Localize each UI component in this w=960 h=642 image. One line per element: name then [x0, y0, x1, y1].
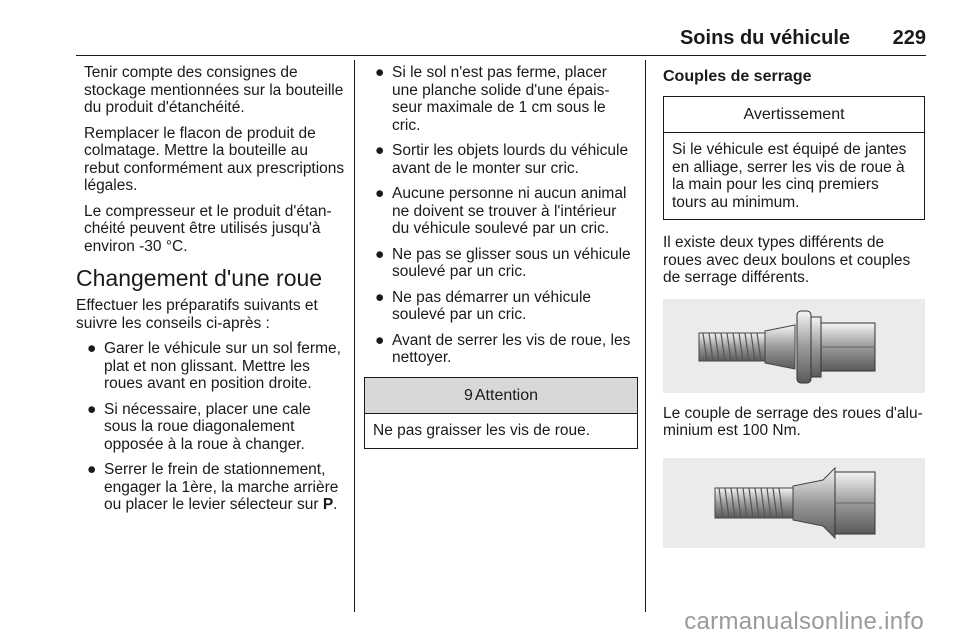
wheel-bolt-image-2 — [663, 458, 925, 548]
watermark: carmanualsonline.info — [684, 608, 924, 635]
bullet-icon: ● — [87, 340, 97, 357]
warning-text: Si le véhicule est équipé de jantes en alliage, serrer les vis de roue à la main pour les cinq premiers tours au minimum. — [672, 141, 907, 211]
list-item: ● Avant de serrer les vis de roue, les nettoyer. — [375, 331, 631, 366]
column-1 — [76, 64, 346, 522]
paragraph: Le compresseur et le produit d'étanchéité peuvent être utilisés jusqu'à environ -30 °C. — [84, 202, 332, 255]
section-heading: Changement d'une roue — [76, 265, 323, 291]
wheel-bolt-icon — [663, 458, 925, 548]
preparation-list — [84, 340, 346, 514]
paragraph: Tenir compte des consignes de stockage mentionnées sur la bouteille du produit d'étanchéité. — [84, 64, 344, 116]
paragraph: Le couple de serrage des roues d'aluminium est 100 Nm. — [663, 404, 923, 439]
warning-box — [663, 96, 925, 221]
bullet-icon: ● — [375, 245, 385, 263]
paragraph: Effectuer les préparatifs suivants et suivre les conseils ci-après : — [76, 297, 318, 332]
column-3 — [663, 64, 925, 560]
paragraph: Remplacer le flacon de produit de colmatage. Mettre la bouteille au rebut conformément aux prescriptions légales. — [84, 124, 345, 194]
column-divider — [354, 60, 355, 612]
list-item: ● Si le sol n'est pas ferme, placer une planche solide d'une épaisseur maximale de 1 cm sous le cric. — [375, 64, 610, 134]
list-item: ● Ne pas se glisser sous un véhicule soulevé par un cric. — [375, 245, 631, 280]
gear-position: P — [322, 496, 334, 513]
attention-box — [364, 377, 638, 449]
paragraph: Il existe deux types différents de roues avec deux boulons et couples de serrage différents. — [663, 234, 911, 286]
bullet-icon: ● — [87, 461, 97, 478]
column-2 — [372, 64, 634, 449]
warning-header: Avertissement — [664, 97, 924, 134]
bullet-icon: ● — [375, 64, 385, 81]
list-item: ● Si nécessaire, placer une cale sous la roue diagonalement opposée à la roue à changer. — [87, 400, 311, 453]
bullet-icon: ● — [375, 142, 385, 159]
list-item: ● Serrer le frein de stationnement, engager la 1ère, la marche arrière ou placer le levier sélecteur sur P. — [87, 461, 339, 513]
attention-text: Ne pas graisser les vis de roue. — [373, 422, 591, 439]
bullet-icon: ● — [375, 331, 385, 349]
section-title: Soins du véhicule — [679, 27, 850, 49]
safety-list — [372, 64, 634, 367]
list-item: ● Ne pas démarrer un véhicule soulevé par un cric. — [375, 288, 592, 323]
bullet-icon: ● — [375, 288, 385, 306]
warning-triangle-icon: 9 — [463, 386, 473, 404]
bullet-icon: ● — [87, 400, 97, 418]
wheel-bolt-image-1 — [663, 299, 925, 393]
list-item: ● Aucune personne ni aucun animal ne doivent se trouver à l'intérieur du véhicule soulevé par un cric. — [375, 185, 627, 237]
attention-header: 9 Attention — [365, 378, 637, 415]
bullet-icon: ● — [375, 185, 385, 202]
list-item: ● Garer le véhicule sur un sol ferme, plat et non glissant. Mettre les roues avant en position droite. — [87, 340, 341, 392]
page-number: 229 — [892, 27, 926, 49]
subsection-heading: Couples de serrage — [663, 68, 812, 85]
wheel-bolt-with-washer-icon — [663, 299, 925, 393]
page-header — [76, 27, 926, 56]
column-divider — [645, 60, 646, 612]
list-item: ● Sortir les objets lourds du véhicule avant de le monter sur cric. — [375, 142, 629, 177]
